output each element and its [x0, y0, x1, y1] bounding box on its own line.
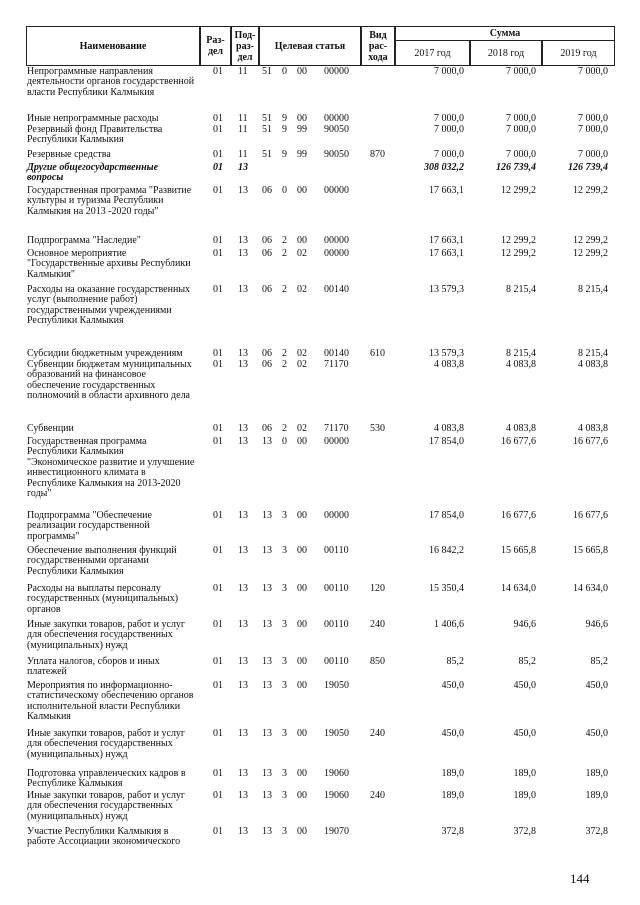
cell-a19: 8 215,4: [578, 348, 608, 359]
cell-sec: 01: [213, 248, 223, 259]
cell-a17: 17 663,1: [429, 235, 464, 246]
cell-sec: 01: [213, 680, 223, 691]
cell-sec: 01: [213, 235, 223, 246]
cell-t3: 00: [297, 436, 307, 447]
cell-name: Мероприятия по информационно-статистическому обеспечению органов исполнительной власти Республики Калмыкия: [27, 680, 194, 723]
cell-sec: 01: [213, 348, 223, 359]
cell-a19: 7 000,0: [578, 113, 608, 124]
cell-sub: 13: [238, 728, 248, 739]
cell-name: Субвенции: [27, 423, 74, 434]
cell-name: Подпрограмма "Наследие": [27, 235, 141, 246]
cell-sub: 13: [238, 656, 248, 667]
cell-a19: 15 665,8: [573, 545, 608, 556]
cell-name: Другие общегосударственные вопросы: [27, 162, 159, 184]
cell-t4: 00000: [324, 248, 349, 259]
cell-a17: 4 083,8: [434, 359, 464, 370]
cell-t4: 00110: [324, 583, 349, 594]
cell-t4: 00000: [324, 66, 349, 77]
header-name: Наименование: [26, 26, 200, 66]
cell-a17: 17 663,1: [429, 248, 464, 259]
cell-t2: 3: [282, 680, 287, 691]
cell-sec: 01: [213, 656, 223, 667]
cell-a18: 15 665,8: [501, 545, 536, 556]
cell-t1: 06: [262, 348, 272, 359]
cell-a18: 14 634,0: [501, 583, 536, 594]
page-number: 144: [570, 871, 590, 886]
cell-t3: 00: [297, 510, 307, 521]
cell-t2: 9: [282, 113, 287, 124]
cell-t2: 3: [282, 728, 287, 739]
cell-a19: 12 299,2: [573, 235, 608, 246]
cell-t4: 19070: [324, 826, 349, 837]
cell-name: Субсидии бюджетным учреждениям: [27, 348, 183, 359]
cell-t1: 51: [262, 113, 272, 124]
cell-a17: 7 000,0: [434, 124, 464, 135]
cell-a18: 189,0: [513, 790, 536, 801]
cell-a18: 372,8: [513, 826, 536, 837]
cell-sec: 01: [213, 113, 223, 124]
cell-name: Резервный фонд Правительства Республики Калмыкия: [27, 124, 163, 146]
cell-a17: 13 579,3: [429, 348, 464, 359]
cell-sec: 01: [213, 185, 223, 196]
cell-a19: 450,0: [585, 680, 608, 691]
cell-t2: 3: [282, 790, 287, 801]
cell-t3: 00: [297, 113, 307, 124]
cell-t3: 00: [297, 619, 307, 630]
cell-t3: 02: [297, 284, 307, 295]
cell-a19: 7 000,0: [578, 66, 608, 77]
cell-t2: 0: [282, 66, 287, 77]
cell-t2: 3: [282, 545, 287, 556]
cell-sub: 13: [238, 162, 248, 173]
cell-t1: 06: [262, 185, 272, 196]
cell-t4: 19060: [324, 790, 349, 801]
cell-sub: 13: [238, 185, 248, 196]
cell-t1: 13: [262, 790, 272, 801]
cell-vr: 240: [370, 619, 385, 630]
cell-t3: 00: [297, 826, 307, 837]
cell-name: Иные закупки товаров, работ и услуг для обеспечения государственных (муниципальных) нужд: [27, 790, 186, 822]
cell-t3: 02: [297, 359, 307, 370]
cell-t4: 90050: [324, 149, 349, 160]
cell-sec: 01: [213, 284, 223, 295]
cell-a18: 4 083,8: [506, 359, 536, 370]
cell-t4: 90050: [324, 124, 349, 135]
cell-t4: 19050: [324, 728, 349, 739]
header-year-2017: 2017 год: [395, 40, 470, 66]
cell-a19: 189,0: [585, 790, 608, 801]
cell-sub: 11: [238, 124, 248, 135]
cell-t4: 00000: [324, 235, 349, 246]
cell-a17: 7 000,0: [434, 149, 464, 160]
cell-a18: 8 215,4: [506, 284, 536, 295]
cell-t3: 00: [297, 545, 307, 556]
cell-t2: 3: [282, 619, 287, 630]
cell-a19: 16 677,6: [573, 510, 608, 521]
cell-a18: 7 000,0: [506, 113, 536, 124]
cell-a19: 7 000,0: [578, 124, 608, 135]
cell-t1: 06: [262, 359, 272, 370]
cell-t2: 0: [282, 185, 287, 196]
cell-name: Иные непрограммные расходы: [27, 113, 159, 124]
cell-sub: 13: [238, 423, 248, 434]
cell-a18: 12 299,2: [501, 248, 536, 259]
cell-t1: 13: [262, 619, 272, 630]
cell-name: Расходы на оказание государственных услуг (выполнение работ) государственными учреждениями Республики Калмыкия: [27, 284, 191, 327]
cell-a17: 17 663,1: [429, 185, 464, 196]
cell-a18: 4 083,8: [506, 423, 536, 434]
cell-a19: 4 083,8: [578, 359, 608, 370]
cell-a18: 946,6: [513, 619, 536, 630]
cell-sub: 13: [238, 545, 248, 556]
cell-a17: 372,8: [441, 826, 464, 837]
cell-t1: 13: [262, 680, 272, 691]
cell-a19: 8 215,4: [578, 284, 608, 295]
cell-t4: 00140: [324, 348, 349, 359]
cell-a18: 12 299,2: [501, 185, 536, 196]
cell-t1: 13: [262, 545, 272, 556]
cell-a17: 450,0: [441, 680, 464, 691]
cell-vr: 530: [370, 423, 385, 434]
cell-name: Подготовка управленческих кадров в Республике Калмыкия: [27, 768, 186, 790]
cell-name: Расходы на выплаты персоналу государственных (муниципальных) органов: [27, 583, 179, 615]
cell-sub: 13: [238, 583, 248, 594]
cell-t4: 00110: [324, 656, 349, 667]
cell-a19: 12 299,2: [573, 185, 608, 196]
cell-name: Иные закупки товаров, работ и услуг для обеспечения государственных (муниципальных) нужд: [27, 619, 186, 651]
cell-sub: 13: [238, 235, 248, 246]
cell-vr: 850: [370, 656, 385, 667]
cell-t1: 13: [262, 510, 272, 521]
cell-a18: 12 299,2: [501, 235, 536, 246]
cell-t4: 71170: [324, 423, 349, 434]
cell-a17: 7 000,0: [434, 113, 464, 124]
cell-sec: 01: [213, 545, 223, 556]
cell-name: Резервные средства: [27, 149, 111, 160]
cell-a19: 4 083,8: [578, 423, 608, 434]
cell-a19: 450,0: [585, 728, 608, 739]
cell-t4: 00000: [324, 185, 349, 196]
cell-a17: 16 842,2: [429, 545, 464, 556]
cell-sec: 01: [213, 790, 223, 801]
cell-a18: 8 215,4: [506, 348, 536, 359]
cell-t4: 00000: [324, 510, 349, 521]
cell-t4: 71170: [324, 359, 349, 370]
cell-t3: 00: [297, 656, 307, 667]
cell-t3: 99: [297, 149, 307, 160]
cell-a17: 189,0: [441, 790, 464, 801]
cell-sub: 13: [238, 619, 248, 630]
cell-a19: 85,2: [590, 656, 608, 667]
cell-t4: 19060: [324, 768, 349, 779]
cell-t1: 06: [262, 284, 272, 295]
cell-t1: 51: [262, 124, 272, 135]
cell-t3: 00: [297, 66, 307, 77]
cell-sub: 13: [238, 768, 248, 779]
header-exptype: Вид рас- хода: [361, 26, 395, 66]
cell-a19: 189,0: [585, 768, 608, 779]
cell-a18: 126 739,4: [496, 162, 536, 173]
cell-t1: 13: [262, 728, 272, 739]
cell-name: Государственная программа "Развитие культуры и туризма Республики Калмыкия на 2013 -2020 годы": [27, 185, 192, 217]
cell-a19: 946,6: [585, 619, 608, 630]
cell-t3: 00: [297, 185, 307, 196]
cell-sec: 01: [213, 436, 223, 447]
cell-name: Непрограммные направления деятельности органов государственной власти Республики Калмыкия: [27, 66, 195, 98]
cell-name: Государственная программа Республики Калмыкия "Экономическое развитие и улучшение инвестиционного климата в Республике Калмыкия на 2013-2020 годы": [27, 436, 195, 500]
cell-a17: 17 854,0: [429, 510, 464, 521]
cell-vr: 610: [370, 348, 385, 359]
cell-a18: 7 000,0: [506, 66, 536, 77]
cell-name: Основное мероприятие "Государственные архивы Республики Калмыкия": [27, 248, 191, 280]
cell-a17: 450,0: [441, 728, 464, 739]
header-sum: Сумма: [395, 26, 615, 41]
cell-t3: 02: [297, 248, 307, 259]
cell-t2: 2: [282, 423, 287, 434]
cell-t4: 19050: [324, 680, 349, 691]
cell-t1: 06: [262, 248, 272, 259]
cell-t2: 3: [282, 656, 287, 667]
cell-t3: 00: [297, 680, 307, 691]
cell-sec: 01: [213, 124, 223, 135]
cell-t2: 0: [282, 436, 287, 447]
cell-t3: 00: [297, 790, 307, 801]
cell-a17: 308 032,2: [424, 162, 464, 173]
cell-sub: 13: [238, 510, 248, 521]
cell-t1: 13: [262, 826, 272, 837]
cell-name: Субвенции бюджетам муниципальных образований на финансовое обеспечение государственных полномочий в области архивного дела: [27, 359, 192, 402]
cell-sec: 01: [213, 826, 223, 837]
cell-sub: 13: [238, 790, 248, 801]
cell-a19: 16 677,6: [573, 436, 608, 447]
cell-t4: 00000: [324, 436, 349, 447]
cell-a18: 450,0: [513, 728, 536, 739]
cell-a18: 16 677,6: [501, 436, 536, 447]
cell-name: Уплата налогов, сборов и иных платежей: [27, 656, 160, 678]
cell-t1: 51: [262, 149, 272, 160]
cell-sec: 01: [213, 768, 223, 779]
cell-sec: 01: [213, 583, 223, 594]
cell-a17: 17 854,0: [429, 436, 464, 447]
cell-t3: 00: [297, 768, 307, 779]
cell-a19: 14 634,0: [573, 583, 608, 594]
cell-sec: 01: [213, 162, 223, 173]
cell-a17: 189,0: [441, 768, 464, 779]
cell-t2: 3: [282, 768, 287, 779]
cell-sub: 13: [238, 436, 248, 447]
cell-name: Подпрограмма "Обеспечение реализации государственной программы": [27, 510, 152, 542]
cell-t4: 00140: [324, 284, 349, 295]
cell-sec: 01: [213, 510, 223, 521]
cell-t2: 3: [282, 510, 287, 521]
cell-a17: 13 579,3: [429, 284, 464, 295]
cell-t1: 13: [262, 583, 272, 594]
cell-vr: 120: [370, 583, 385, 594]
cell-a18: 16 677,6: [501, 510, 536, 521]
cell-name: Иные закупки товаров, работ и услуг для обеспечения государственных (муниципальных) нужд: [27, 728, 186, 760]
cell-a18: 450,0: [513, 680, 536, 691]
cell-a19: 126 739,4: [568, 162, 608, 173]
header-year-2019: 2019 год: [542, 40, 615, 66]
cell-sec: 01: [213, 149, 223, 160]
cell-t1: 13: [262, 436, 272, 447]
cell-sub: 13: [238, 348, 248, 359]
cell-sub: 13: [238, 826, 248, 837]
cell-t3: 02: [297, 348, 307, 359]
cell-vr: 240: [370, 790, 385, 801]
cell-sec: 01: [213, 423, 223, 434]
cell-sec: 01: [213, 359, 223, 370]
cell-t1: 13: [262, 656, 272, 667]
cell-t4: 00110: [324, 619, 349, 630]
cell-sub: 11: [238, 66, 248, 77]
cell-sec: 01: [213, 728, 223, 739]
cell-t1: 06: [262, 423, 272, 434]
cell-sub: 13: [238, 680, 248, 691]
cell-t2: 2: [282, 284, 287, 295]
cell-vr: 240: [370, 728, 385, 739]
cell-t2: 9: [282, 149, 287, 160]
cell-sub: 13: [238, 359, 248, 370]
cell-t2: 2: [282, 235, 287, 246]
cell-t3: 00: [297, 583, 307, 594]
cell-sub: 13: [238, 248, 248, 259]
cell-a18: 85,2: [518, 656, 536, 667]
cell-name: Участие Республики Калмыкия в работе Ассоциации экономического: [27, 826, 181, 848]
cell-t3: 02: [297, 423, 307, 434]
cell-a17: 7 000,0: [434, 66, 464, 77]
cell-vr: 870: [370, 149, 385, 160]
cell-t4: 00110: [324, 545, 349, 556]
cell-t2: 3: [282, 583, 287, 594]
cell-t1: 51: [262, 66, 272, 77]
header-target: Целевая статья: [259, 26, 361, 66]
cell-t3: 00: [297, 235, 307, 246]
cell-a18: 7 000,0: [506, 124, 536, 135]
cell-sub: 11: [238, 113, 248, 124]
cell-t2: 3: [282, 826, 287, 837]
cell-a19: 12 299,2: [573, 248, 608, 259]
cell-t3: 00: [297, 728, 307, 739]
cell-sec: 01: [213, 66, 223, 77]
cell-t3: 99: [297, 124, 307, 135]
cell-t2: 9: [282, 124, 287, 135]
header-section: Раз- дел: [200, 26, 231, 66]
cell-a17: 15 350,4: [429, 583, 464, 594]
cell-t2: 2: [282, 359, 287, 370]
cell-name: Обеспечение выполнения функций государственными органами Республики Калмыкия: [27, 545, 177, 577]
header-year-2018: 2018 год: [470, 40, 542, 66]
cell-a17: 85,2: [446, 656, 464, 667]
cell-t2: 2: [282, 348, 287, 359]
cell-t4: 00000: [324, 113, 349, 124]
cell-a18: 7 000,0: [506, 149, 536, 160]
cell-a19: 7 000,0: [578, 149, 608, 160]
cell-sub: 13: [238, 284, 248, 295]
header-subsection: Под- раз- дел: [231, 26, 259, 66]
cell-sec: 01: [213, 619, 223, 630]
cell-a18: 189,0: [513, 768, 536, 779]
cell-a17: 4 083,8: [434, 423, 464, 434]
cell-sub: 11: [238, 149, 248, 160]
cell-a17: 1 406,6: [434, 619, 464, 630]
cell-t2: 2: [282, 248, 287, 259]
cell-a19: 372,8: [585, 826, 608, 837]
cell-t1: 13: [262, 768, 272, 779]
cell-t1: 06: [262, 235, 272, 246]
